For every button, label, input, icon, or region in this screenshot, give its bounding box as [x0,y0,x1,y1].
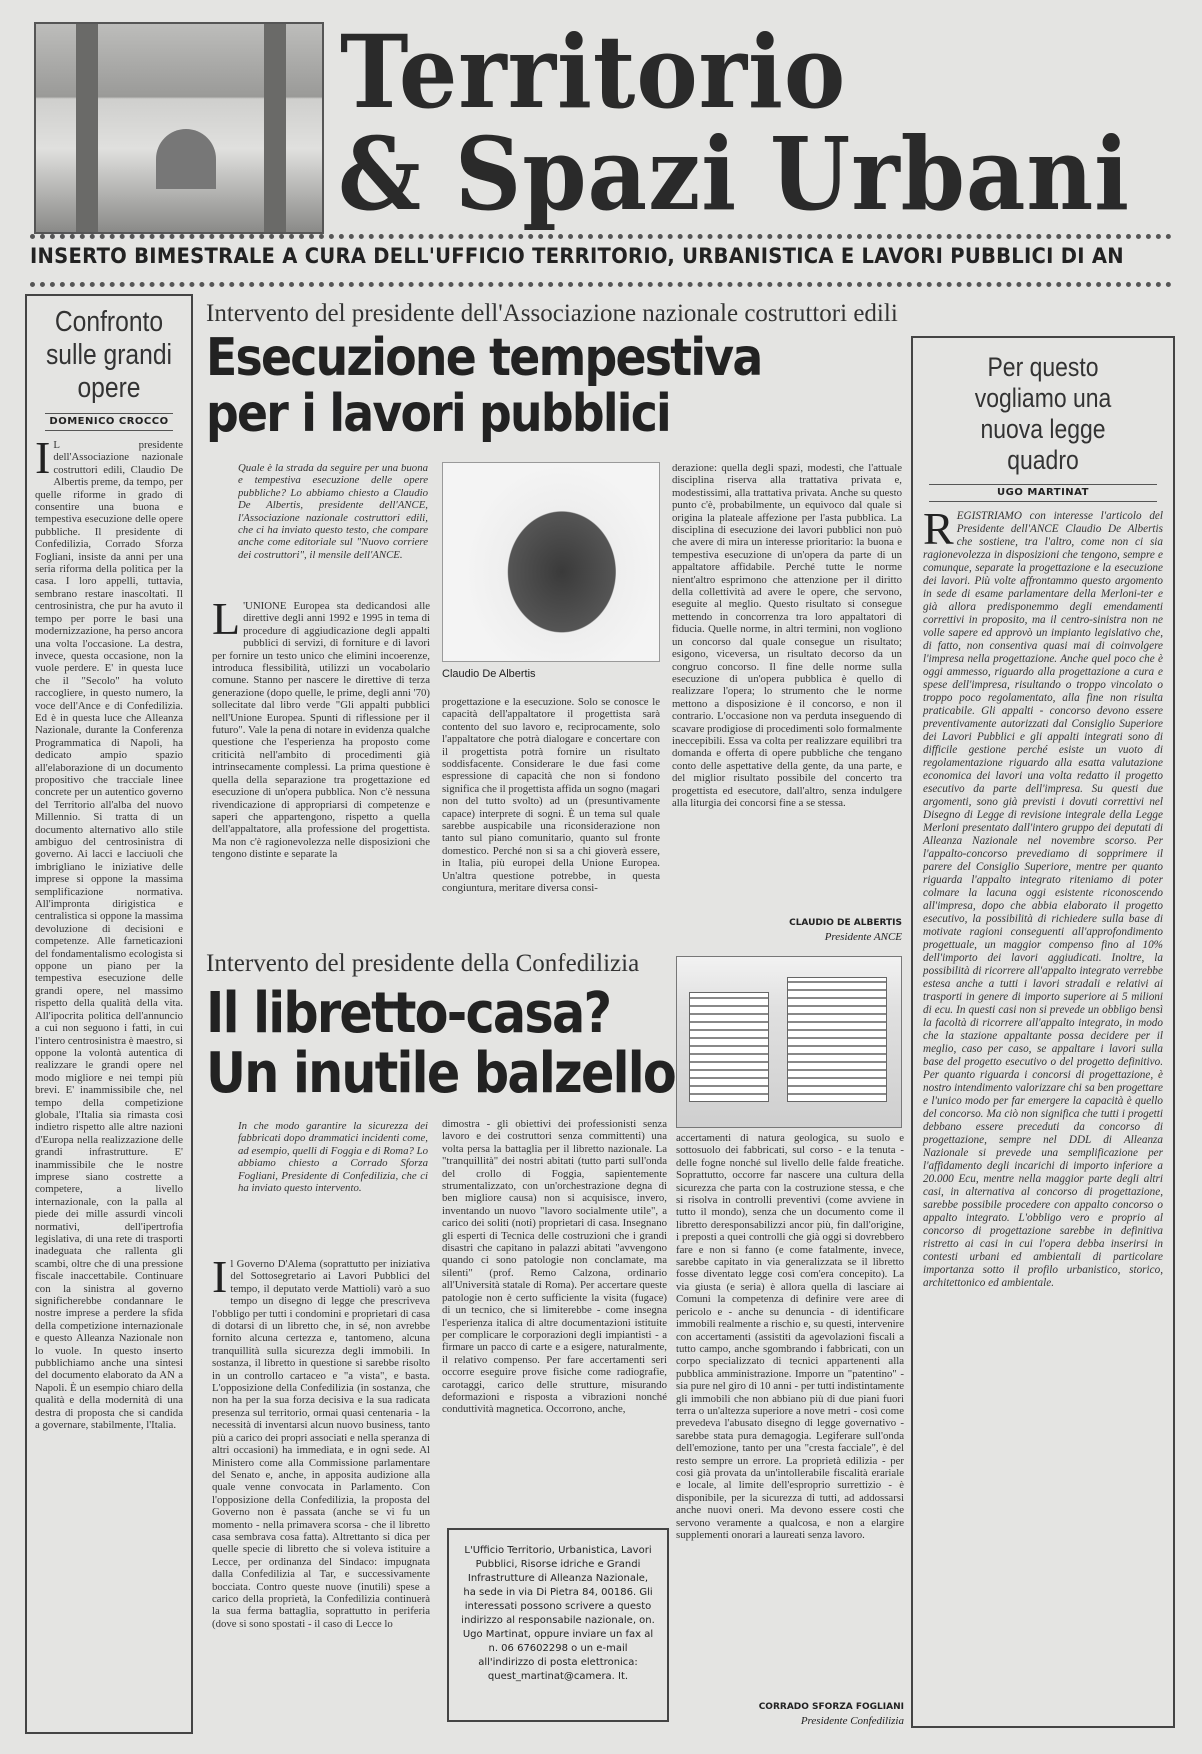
article2-headline-line1: Il libretto-casa? [206,981,611,1046]
article1-signature: CLAUDIO DE ALBERTIS [789,918,902,928]
left-column-title: Confronto sulle grandi opere [45,306,173,404]
article1-intro: Quale è la strada da seguire per una buona e tempestiva esecuzione delle opere pubbliche? Lo abbiamo chiesto a Claudio De Albertis, presidente dell'ANCE, l'Associazione nazionale costruttori edili, che ci ha inviato questo testo, che compare anche come editoriale sul "Nuovo corriere dei costruttori", il mensile dell'ANCE. [238,462,428,561]
right-column-title: Per questo vogliamo una nuova legge quadro [974,352,1112,475]
building-photo [676,956,902,1128]
right-column-box [911,336,1175,1728]
divider [30,234,1172,239]
article1-headline-line1: Esecuzione tempestiva [206,328,762,388]
article2-column3: accertamenti di natura geologica, su suolo e sottosuolo dei fabbricati, sul corso - e la tenuta - delle fogne nonché sul livello delle falde freatiche. Soprattutto, occorre far nascere una cultura della sicurezza che parta con la costruzione stessa, e che si risolva in controlli preventivi (come avviene in tutto il mondo), senza che un documento come il libretto deresponsabilizzi ancor più, fin dall'origine, i preposti a quei controlli che già oggi si dovrebbero fare e non si fanno (e come fatalmente, invece, sarebbe capitato in via generalizzata se il libretto fosse diventato legge così com'era concepito). La via giusta (e seria) è allora quella di lasciare ai Comuni la competenza di definire vere aree di pericolo e - anche su denuncia - di identificare immobili realmente a rischio e, su questi, intervenire con accertamenti (assistiti da agevolazioni fiscali a tutto campo, anche sgombrando i fabbricati, con un corpo specializzato di tecnici appartenenti alla pubblica amministrazione. Imporre un "patentino" - sia pure nel giro di 10 anni - per tutti indistintamente gli immobili che non abbiano più di due piani fuori terra o un'altezza superiore a nove metri - così come prevedeva l'abusato disegno di legge governativo - sarebbe stata pura demagogia. Legiferare sull'onda dell'emozione, tanto per una "cresta facciale", è del resto sempre un errore. La proprietà edilizia - per cosi già provata da un'intollerabile fiscalità erariale e locale, al limite dell'esproprio surrettizio - è disponibile, per la sicurezza di tutti, ad addossarsi anche nuovi oneri. Ma devono essere costi che servono veramente a qualcosa, e non a elargire supplementi onorari a laureati senza lavoro. [676,1132,904,1541]
article2-kicker: Intervento del presidente della Confedilizia [206,950,640,977]
article2-signature-title: Presidente Confedilizia [800,1715,904,1727]
right-column-text: REGISTRIAMO con interesse l'articolo del Presidente dell'ANCE Claudio De Albertis che sostiene, tra l'altro, come non ci sia ragionevolezza in disposizioni che tengono, sempre e comunque, separate la progettazione e la esecuzione dei lavori. Più volte affrontammo questo argomento in sede di esame parlamentare della Merloni-ter e già allora predisponemmo degli emendamenti correttivi in proposito, ma il centro-sinistra non ne volle sapere ed approvò un impianto legislativo che, di fatto, non consentiva quasi mai di coinvolgere l'impresa nella progettazione. Anche quel poco che è oggi ammesso, riguardo alla progettazione a cura e spese dell'impresa, risultando o troppo vincolato o troppo poco regolamentato, alla fine non risulta praticabile. Gli appalti - concorso devono essere preventivamente autorizzati dal Consiglio Superiore dei Lavori Pubblici e gli appalti integrati sono di difficile gestione perché esiste un vuoto di regolamentazione riguardo alla esatta valutazione economica dei lavori una volta redatto il progetto esecutivo da parte dell'impresa. Su questi due argomenti, sono già previsti i dovuti correttivi nel Disegno di Legge di revisione integrale della Legge Merloni presentato dall'intero gruppo dei deputati di Alleanza Nazionale nel novembre scorso. Per l'appalto-concorso prevediamo di sopprimere il parere del Consiglio Superiore, mentre per quanto riguarda l'appalto integrato riteniamo di poter colmare la lacuna oggi esistente riconoscendo all'impresa, dopo che abbia elaborato il progetto esecutivo, la possibilità di richiedere sulla base di motivate ragioni conseguenti all'approfondimento progettuale, un maggior compenso fino al 10% dell'importo dei lavori aggiudicati. Inoltre, la possibilità di ricorrere all'appalto integrato verrebbe estesa anche a tutti i lavori stradali e relativi ai trasporti in genere di importo superiore ai 5 milioni di ecu. In questi casi non si prevede un obbligo bensì la facoltà di ricorrere all'appalto integrato, in modo che la stazione appaltante possa decidere per il meglio, caso per caso, se appaltare i lavori sulla base del progetto esecutivo o del progetto definitivo. Per quanto riguarda i concorsi di progettazione, è nostro intendimento valorizzare chi sa ben progettare e l'unico modo per far emergere la capacità è quello del concorso. Ma ciò non significa che tutti i progetti debbano essere preceduti da concorso di progettazione, sempre nel DDL di Alleanza Nazionale si prevede una semplificazione per l'affidamento degli incarichi di importo inferiore a 20.000 Ecu, mentre nella maggior parte degli altri casi, in alternativa al concorso di progettazione, sarebbe possibile procedere con appalto concorso o appalto integrato. L'obbligo vero e proprio al concorso di progettazione sarebbe in definitiva ristretto ai casi in cui l'opera debba inserirsi in contesti urbani ed ambientali di particolare importanza sotto il profilo urbanistico, storico, architettonico ed ambientale. [923,510,1163,1289]
info-box-text: L'Ufficio Territorio, Urbanistica, Lavori Pubblici, Risorse idriche e Grandi Infrastrutture di Alleanza Nazionale, ha sede in via Di Pietra 84, 00186. Gli interessati possono scrivere a questo indirizzo al responsabile nazionale, on. Ugo Martinat, oppure inviare un fax al n. 06 67602298 o un e-mail all'indirizzo di posta elettronica: quest_martinat@camera. It. [461,1545,655,1682]
article1-column2: progettazione e la esecuzione. Solo se conosce le capacità dell'appaltatore il progettista sarà contento del suo lavoro e, reciprocamente, solo l'appaltatore che potrà dialogare e concertare con il progettista potrà fornire un risultato soddisfacente. Considerare le due fasi come espressione di capacità che non si fondono significa che il progettista affida un sogno (magari non del tutto svolto) ad un (presuntivamente capace) interprete di sogni. È un tema sul quale sarebbe auspicabile una riconsiderazione non tanto sul piano comunitario, quanto sul fronte domestico. Perché non si sa a chi gioverà essere, in Italia, più europei della Unione Europea. Un'altra questione potrebbe, in questa congiuntura, meritare diversa consi- [442,696,660,895]
right-column-author: UGO MARTINAT [997,487,1089,498]
article2-headline-line2: Un inutile balzello [206,1041,675,1106]
article2-signature: CORRADO SFORZA FOGLIANI [758,1702,904,1712]
article2-column1: Il Governo D'Alema (soprattutto per iniziativa del Sottosegretario ai Lavori Pubblici del tempo, il deputato verde Mattioli) varò a suo tempo un disegno di legge che prescriveva l'obbligo per tutti i condomini e proprietari di casa di dotarsi di un libretto che, in sé, non avrebbe fornito alcuna certezza e, tantomeno, alcuna tranquillità sulla sicurezza degli immobili. In sostanza, il libretto in questione si sarebbe risolto in un controllo cartaceo e "a vista", e basta. L'opposizione della Confedilizia (in sostanza, che non ha per la sua forza decisiva e la sua radicata presenza sul territorio, ormai quasi centenaria - la necessità di inventarsi alcun nuovo business, tanto più a carico dei propri associati e nella speranza di altri occasioni) ha immediata, e in ogni sede. Al Ministero come alla Commissione parlamentare del Senato e, anche, in apposita audizione alla quale venne convocata in Parlamento. Con l'opposizione della Confedilizia, la proposta del Governo non è passata (anche se vi fu un momento - nella primavera scorsa - che il libretto casa sembrava cosa fatta). Altrettanto si dica per quelle specie di libretto che si voleva istituire a Lecce, per ordinanza del Sindaco: impugnata dalla Confedilizia al Tar, e successivamente bocciata. Contro queste nuove (inutili) spese a carico della proprietà, la Confedilizia continuerà la sua ferma battaglia, soprattutto in periferia (dove si sono spostati - il caso di Lecce lo [212,1258,430,1630]
divider [30,282,1172,287]
article1-kicker: Intervento del presidente dell'Associazione nazionale costruttori edili [206,300,898,327]
info-box [447,1528,669,1722]
article2-intro: In che modo garantire la sicurezza dei fabbricati dopo drammatici incidenti come, ad esempio, quelli di Foggia e di Roma? Lo abbiamo chiesto a Corrado Sforza Fogliani, Presidente di Confedilizia, che ci ha inviato questo intervento. [238,1120,428,1195]
article1-headline-line2: per i lavori pubblici [206,384,670,444]
masthead-title-line1: Territorio [340,13,847,131]
left-column-author: DOMENICO CROCCO [49,416,169,427]
article2-column2: dimostra - gli obiettivi dei professionisti senza lavoro e dei costruttori senza committenti) una volta persa la battaglia per il libretto nazionale. La "tranquillità" dei nostri abitati (tutto parti sull'onda del crollo di Foggia, sapientemente strumentalizzato, con un'orchestrazione degna di ben migliore causa) non si acquisisce, invero, inventando un nuovo "lavoro socialmente utile", a carico dei soliti (noti) proprietari di casa. Insegnano gli esperti di Tecnica delle costruzioni che i grandi disastri che capitano in palazzi abitati "avvengono quando ci sono patologie non conclamate, ma silenti" (prof. Remo Calzona, ordinario all'Università statale di Roma). Per accertare queste patologie non è certo sufficiente la visita (fugace) di un tecnico, che si limiterebbe - come insegna l'esperienza italica di altre documentazioni istituite per complicare le corporazioni degli impiantisti - a firmare un pacco di carte e a esigere, naturalmente, il relativo compenso. Per fare accertamenti seri occorre eseguire prove fisiche come radiografie, carotaggi, carico delle strutture, misurando deformazioni e risposta a vibrazioni nonché conduttività magnetica. Occorrono, anche, [442,1118,667,1416]
left-column-box [25,294,193,1734]
article1-column3: derazione: quella degli spazi, modesti, che l'attuale disciplina riserva alla trattativa privata e, modestissimi, alla trattativa privata. Anche su questo punto c'è, probabilmente, un equivoco dal quale si origina la plateale affezione per l'asta pubblica. La disciplina di esecuzione dei lavori pubblici non può che avere di mira un interesse prioritario: la buona e tempestiva esecuzione di un'opera da parte di un appaltatore affidabile. Perché tutte le norme nient'altro esprimono che attenzione per il diritto della collettività ad avere le opere, che servono, eseguite al meglio. Questo risultato si consegue mettendo in concorrenza tra loro appaltatori di fiducia. Quelle norme, in altri termini, non vogliono un concorso dal quale consegue un risultato; esigono, viceversa, un risultato decorso da un congruo concorso. Il fine delle norme sulla esecuzione di un'opera pubblica è quello di realizzare l'opera; lo strumento che le norme mettono a disposizione è il concorso, e non il contrario. L'occasione non va perduta inseguendo di scavare prodigiose di procedimenti solo formalmente ineccepibili. Essa va colta per realizzare equilibri tra domanda e offerta di opere pubbliche che tengano conto delle aspettative della gente, da una parte, e del miglior risultato possibile del concerto tra progettista ed esecutore, dall'altro, senza indulgere alla liturgia dei concorsi fine a se stessa. [672,462,902,809]
left-column-text: I L presidente dell'Associazione nazionale costruttori edili, Claudio De Albertis preme, da tempo, per quelle riforme in grado di consentire una buona e tempestiva esecuzione delle opere pubbliche. Il presidente di Confedilizia, Corrado Sforza Fogliani, insiste da anni per una seria riforma della politica per la casa. I loro appelli, tuttavia, sembrano restare inascoltati. Il centrosinistra, che pur ha avuto il tempo per porre le basi una modernizzazione, ha perso ancora una volta l'occasione. La destra, invece, questa occasione, non la vuole perdere. E' in questa luce che il "Secolo" ha voluto raccogliere, in questo numero, la voce dell'Ance e di Confedilizia. Ed è in questa luce che Alleanza Nazionale, durante la Conferenza Programmatica di Napoli, ha dedicato ampio spazio all'elaborazione di un documento propositivo che tracciale linee concrete per un autentico governo del Territorio all'alba del nuovo Millennio. Si tratta di un documento alternativo allo stile ambiguo del centrosinistra di governo. Ai lacci e lacciuoli che imbrigliano le iniziative delle imprese si oppone la massima semplificazione normativa. All'impronta dirigistica e centralistica si oppone la massima devoluzione di decisioni e competenze. Alle farneticazioni del fondamentalismo ecologista si oppone un piano per la tempestiva esecuzione delle grandi opere, nel massimo rispetto della qualità della vita. All'ipocrita politica dell'annuncio a cui non seguono i fatti, in cui l'intero centrosinistra è maestro, si oppone la volontà autentica di realizzare le grandi opere nel modo migliore e nei tempi più brevi. E' inammissibile che, nel tempo della competizione globale, l'Italia sia rimasta così indietro rispetto alle altre nazioni d'Europa nella realizzazione delle grandi infrastrutture. E' inammissibile che le nostre imprese siano costrette a competere, a livello internazionale, con la palla al piede dei mille assurdi vincoli normativi, dell'ipertrofia legislativa, di una rete di trasporti inadeguata che rallenta gli scambi, oltre che di una pressione fiscale inaccettabile. Continuare con la sinistra al governo significherebbe condannare le nostre imprese a perdere la sfida della competizione internazionale e questo Alleanza Nazionale non lo vuole. In questo inserto pubblichiamo anche una sintesi del documento elaborato da AN a Napoli. È un esempio chiaro della qualità e della modernità di una destra di proposta che si candida a governare, stabilmente, l'Italia. [35,439,183,1432]
article1-signature-title: Presidente ANCE [824,931,902,943]
masthead-title-line2: & Spazi Urbani [338,115,1131,233]
masthead-subtitle: INSERTO BIMESTRALE A CURA DELL'UFFICIO TERRITORIO, URBANISTICA E LAVORI PUBBLICI DI AN [30,244,1124,268]
masthead-photo [34,22,324,234]
article1-column1: L 'UNIONE Europea sta dedicandosi alle direttive degli anni 1992 e 1995 in tema di procedure di aggiudicazione degli appalti pubblici di servizi, di forniture e di lavori per fornire un testo unico che elimini incoerenze, introduca flessibilità, utilizzi un vocabolario comune. Stanno per nascere le direttive di terza generazione (dopo quelle, le prime, degli anni '70) sollecitate dal libro verde "Gli appalti pubblici nell'Unione Europea. Spunti di riflessione per il futuro". Vale la pena di notare in evidenza qualche questione che l'esperienza ha proposto come criticità nell'ambito di procedimenti già intrinsecamente complessi. La prima questione è quella della separazione tra progettazione ed esecuzione di un'opera pubblica. Non c'è nessuna rivendicazione di appropriarsi di competenze e saperi che appartengono, rispetto a quella dell'appaltatore, alla professione del progettista. Ma non c'è ragionevolezza nelle disposizioni che tengono distinte e separate la [212,600,430,861]
photo-caption: Claudio De Albertis [442,668,536,680]
portrait-photo [442,462,660,662]
